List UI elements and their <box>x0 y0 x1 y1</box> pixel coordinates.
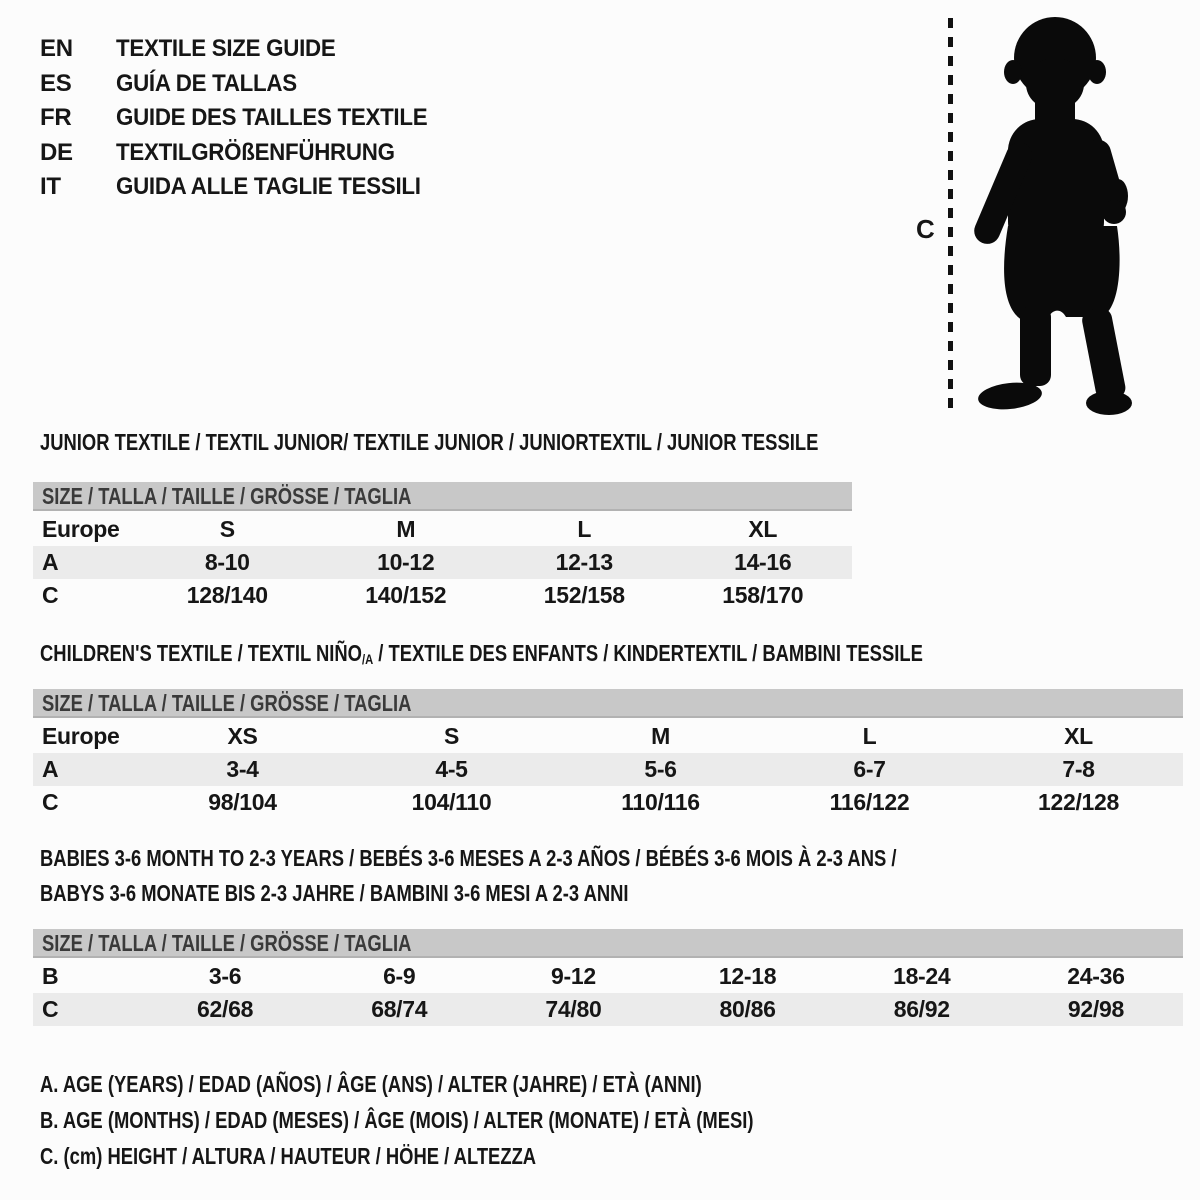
height-measure-label: C <box>916 214 935 244</box>
table-row-junior-age <box>33 546 852 579</box>
row-label: B <box>42 963 59 989</box>
table-cell: 110/116 <box>621 789 700 815</box>
row-label: Europe <box>42 723 120 749</box>
table-cell: 62/68 <box>197 996 254 1022</box>
section-heading-junior <box>40 429 1013 456</box>
table-cell: 86/92 <box>893 996 950 1022</box>
table-cell: XS <box>227 723 258 749</box>
language-code: DE <box>40 138 73 166</box>
table-row-babies-height <box>33 993 1183 1026</box>
table-row-children-europe <box>33 720 1183 753</box>
table-row-children-height <box>33 786 1183 819</box>
guide-title-en: TEXTILE SIZE GUIDE <box>116 35 336 62</box>
table-cell: 9-12 <box>550 963 596 989</box>
table-cell: 3-6 <box>208 963 242 989</box>
language-code: FR <box>40 104 72 132</box>
language-row-it <box>40 170 451 205</box>
legend-line-c: C. (cm) HEIGHT / ALTURA / HAUTEUR / HÖHE / ALTEZZA <box>40 1143 537 1169</box>
size-header-babies-text: SIZE / TALLA / TAILLE / GRÖSSE / TAGLIA <box>42 930 412 956</box>
table-cell: 10-12 <box>377 549 435 575</box>
language-title-list <box>40 32 451 205</box>
guide-title-fr: GUIDE DES TAILLES TEXTILE <box>116 104 428 132</box>
table-cell: 140/152 <box>365 582 447 608</box>
table-cell: XL <box>748 516 778 542</box>
table-cell: 128/140 <box>186 582 268 608</box>
table-cell: 3-4 <box>226 756 259 782</box>
language-row-fr <box>40 101 451 136</box>
table-cell: 152/158 <box>543 582 625 608</box>
measurement-legend <box>40 1066 932 1174</box>
table-cell: S <box>219 516 235 542</box>
language-code: IT <box>40 173 61 201</box>
table-cell: 158/170 <box>722 582 804 608</box>
size-header-babies <box>33 929 1183 958</box>
table-cell: S <box>443 723 460 749</box>
table-cell: 92/98 <box>1067 996 1124 1022</box>
size-header-children <box>33 689 1183 718</box>
row-label: Europe <box>42 516 120 542</box>
section-heading-children-text <box>40 640 923 667</box>
toddler-silhouette-icon <box>968 16 1133 416</box>
heading-children-suffix: / TEXTILE DES ENFANTS / KINDERTEXTIL / BAMBINI TESSILE <box>373 640 923 666</box>
table-cell: M <box>651 723 670 749</box>
table-cell: L <box>862 723 877 749</box>
table-cell: 14-16 <box>734 549 792 575</box>
table-cell: 18-24 <box>893 963 951 989</box>
table-row-junior-europe <box>33 513 852 546</box>
table-cell: M <box>396 516 416 542</box>
table-cell: 122/128 <box>1037 789 1120 815</box>
table-cell: 5-6 <box>644 756 677 782</box>
table-cell: 24-36 <box>1067 963 1125 989</box>
table-row-children-age <box>33 753 1183 786</box>
guide-title-de: TEXTILGRÖßENFÜHRUNG <box>116 138 395 166</box>
table-cell: 4-5 <box>435 756 468 782</box>
height-measure-dashed-line <box>948 18 953 416</box>
language-code: ES <box>40 69 72 97</box>
table-cell: XL <box>1064 723 1093 749</box>
heading-children-prefix: CHILDREN'S TEXTILE / TEXTIL NIÑO <box>40 640 362 666</box>
section-heading-children <box>40 640 1144 667</box>
table-cell: 12-18 <box>718 963 777 989</box>
row-label: C <box>42 789 59 815</box>
size-header-children-text: SIZE / TALLA / TAILLE / GRÖSSE / TAGLIA <box>42 690 412 716</box>
section-heading-babies <box>40 841 1111 910</box>
heading-children-subscript: /A <box>361 651 374 667</box>
section-heading-junior-text: JUNIOR TEXTILE / TEXTIL JUNIOR/ TEXTILE JUNIOR / JUNIORTEXTIL / JUNIOR TESSILE <box>40 429 819 455</box>
table-cell: 116/122 <box>829 789 910 815</box>
table-row-babies-months <box>33 960 1183 993</box>
guide-title-it: GUIDA ALLE TAGLIE TESSILI <box>116 173 421 201</box>
language-row-es <box>40 67 451 102</box>
table-cell: 12-13 <box>555 549 613 575</box>
legend-line-b: B. AGE (MONTHS) / EDAD (MESES) / ÂGE (MOIS) / ALTER (MONATE) / ETÀ (MESI) <box>40 1107 754 1133</box>
table-cell: 74/80 <box>545 996 602 1022</box>
table-cell: 68/74 <box>371 996 428 1022</box>
table-cell: L <box>577 516 592 542</box>
row-label: C <box>42 996 59 1022</box>
section-heading-babies-line2: BABYS 3-6 MONATE BIS 2-3 JAHRE / BAMBINI 3-6 MESI A 2-3 ANNI <box>40 879 629 906</box>
table-row-junior-height <box>33 579 852 612</box>
guide-title-es: GUÍA DE TALLAS <box>116 69 297 97</box>
row-label: A <box>42 756 59 782</box>
table-cell: 6-7 <box>853 756 886 782</box>
table-cell: 98/104 <box>208 789 277 815</box>
section-heading-babies-line1: BABIES 3-6 MONTH TO 2-3 YEARS / BEBÉS 3-6 MESES A 2-3 AÑOS / BÉBÉS 3-6 MOIS À 2-3 ANS / <box>40 845 897 871</box>
table-cell: 104/110 <box>411 789 492 815</box>
size-header-junior-text: SIZE / TALLA / TAILLE / GRÖSSE / TAGLIA <box>42 483 412 509</box>
language-code: EN <box>40 35 73 62</box>
table-cell: 6-9 <box>383 963 416 989</box>
table-cell: 8-10 <box>204 549 250 575</box>
row-label: C <box>42 582 59 608</box>
size-header-junior <box>33 482 852 511</box>
row-label: A <box>42 549 59 575</box>
table-cell: 80/86 <box>719 996 776 1022</box>
language-row-de <box>40 136 451 171</box>
language-row-en <box>40 32 451 67</box>
table-cell: 7-8 <box>1062 756 1095 782</box>
legend-line-a: A. AGE (YEARS) / EDAD (AÑOS) / ÂGE (ANS) / ALTER (JAHRE) / ETÀ (ANNI) <box>40 1071 702 1097</box>
